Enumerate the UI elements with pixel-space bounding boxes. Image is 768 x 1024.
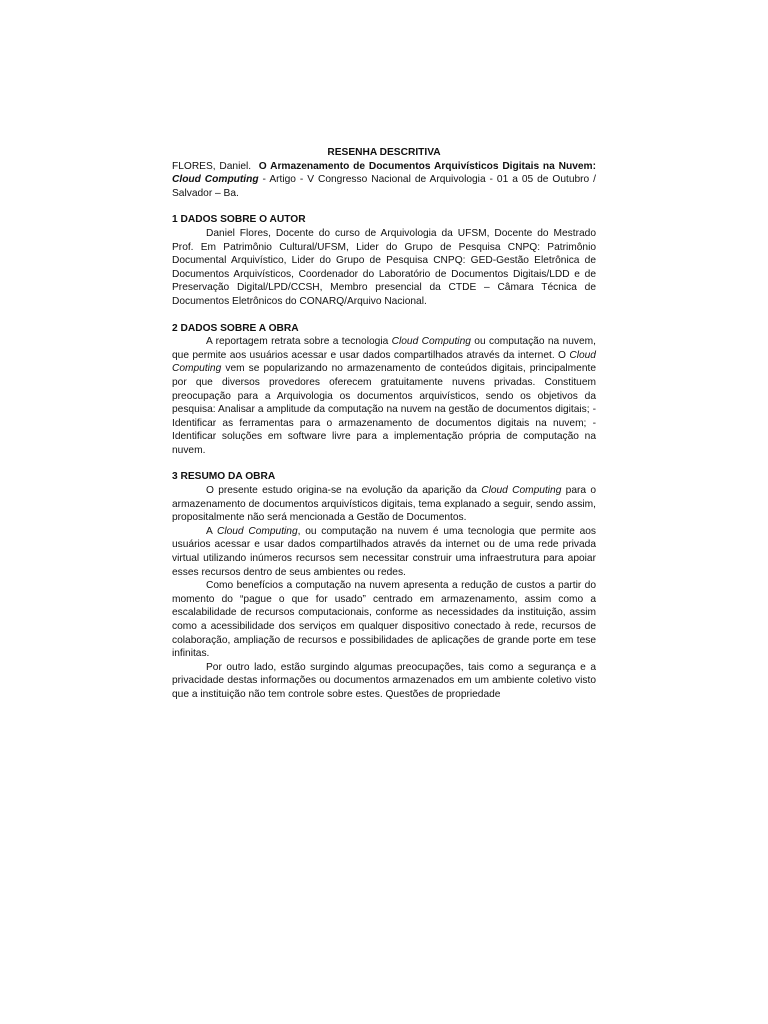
- summary-paragraph-4: Por outro lado, estão surgindo algumas preocupações, tais como a segurança e a privacidade destas informações ou documentos armazenados em um ambiente coletivo visto que a instituição não tem controle sobre estes. Questões de propriedade: [172, 661, 596, 700]
- document-page: [172, 146, 596, 702]
- citation-details: - Artigo - V Congresso Nacional de Arquivologia - 01 a 05 de Outubro / Salvador – Ba.: [172, 174, 596, 199]
- summary-term-2: Cloud Computing: [216, 525, 298, 537]
- summary-paragraph-1: [172, 484, 596, 525]
- work-text-2: ou computação na nuvem, que permite aos usuários acessar e usar dados compartilhados através da internet. O: [172, 336, 596, 361]
- section-work: [172, 322, 596, 458]
- work-text-3: vem se popularizando no armazenamento de conteúdos digitais, principalmente por que diversos provedores oferecem gratuitamente nuvens privadas. Constituem preocupação para a Arquivologia os documentos arquivísticos, sendo os objetivos da pesquisa: Analisar a amplitude da computação na nuvem na gestão de documentos digitais; - Identificar as ferramentas para o armazenamento de documentos digitais na nuvem; - Identificar soluções em software livre para a implementação própria de computação na nuvem.: [172, 363, 596, 456]
- section-author: [172, 213, 596, 308]
- summary-paragraph-3: Como benefícios a computação na nuvem apresenta a redução de custos a partir do momento do “pague o que for usado” centrado em armazenamento, assim como a escalabilidade de recursos computacionais, conforme as necessidades da instituição, assim como a acessibilidade dos serviços em qualquer dispositivo conectado à rede, recursos de colaboração, ampliação de recursos e possibilidades de aplicações de grande porte em tese infinitas.: [172, 580, 596, 660]
- section-heading-summary: 3 RESUMO DA OBRA: [172, 471, 276, 483]
- summary-text-1c: para o armazenamento de documentos arquivísticos digitais, tema explanado a seguir, sendo assim, propositalmente não será mencionada a Gestão de Documentos.: [172, 485, 597, 524]
- citation-author: FLORES, Daniel.: [172, 160, 252, 172]
- section-heading-work: 2 DADOS SOBRE A OBRA: [172, 322, 299, 334]
- work-term-1: Cloud Computing: [391, 336, 471, 348]
- summary-term-1: Cloud Computing: [481, 485, 562, 497]
- summary-paragraph-2: [172, 525, 596, 579]
- summary-text-2a: A: [206, 525, 213, 537]
- citation-work-title-italic: Cloud Computing: [172, 174, 259, 186]
- section-heading-author: 1 DADOS SOBRE O AUTOR: [172, 214, 306, 226]
- author-paragraph: Daniel Flores, Docente do curso de Arquivologia da UFSM, Docente do Mestrado Prof. Em Patrimônio Cultural/UFSM, Lider do Grupo de Pesquisa CNPQ: Patrimônio Documental Arquivístico, Lider do Grupo de Pesquisa CNPQ: GED-Gestão Eletrônica de Documentos Arquivísticos, Coordenador do Laboratório de Documentos Digitais/LDD e de Preservação Digital/LPD/CCSH, Membro presencial da CTDE – Câmara Técnica de Documentos Eletrônicos do CONARQ/Arquivo Nacional.: [172, 227, 596, 307]
- work-text-1: A reportagem retrata sobre a tecnologia: [206, 336, 389, 348]
- work-paragraph: [172, 335, 596, 457]
- summary-text-2c: , ou computação na nuvem é uma tecnologia que permite aos usuários acessar e usar dados compartilhados através da internet ou de uma rede privada virtual utilizando inúmeros recursos sem necessitar construir uma infraestrutura para apoiar esses recursos dentro de seus ambientes ou redes.: [172, 525, 596, 578]
- section-summary: [172, 470, 596, 701]
- citation: [172, 160, 596, 201]
- work-term-2: Cloud Computing: [172, 349, 596, 375]
- summary-text-1a: O presente estudo origina-se na evolução da aparição da: [206, 485, 477, 497]
- citation-work-title: O Armazenamento de Documentos Arquivísticos Digitais na Nuvem:: [258, 160, 596, 172]
- document-title: RESENHA DESCRITIVA: [327, 147, 441, 158]
